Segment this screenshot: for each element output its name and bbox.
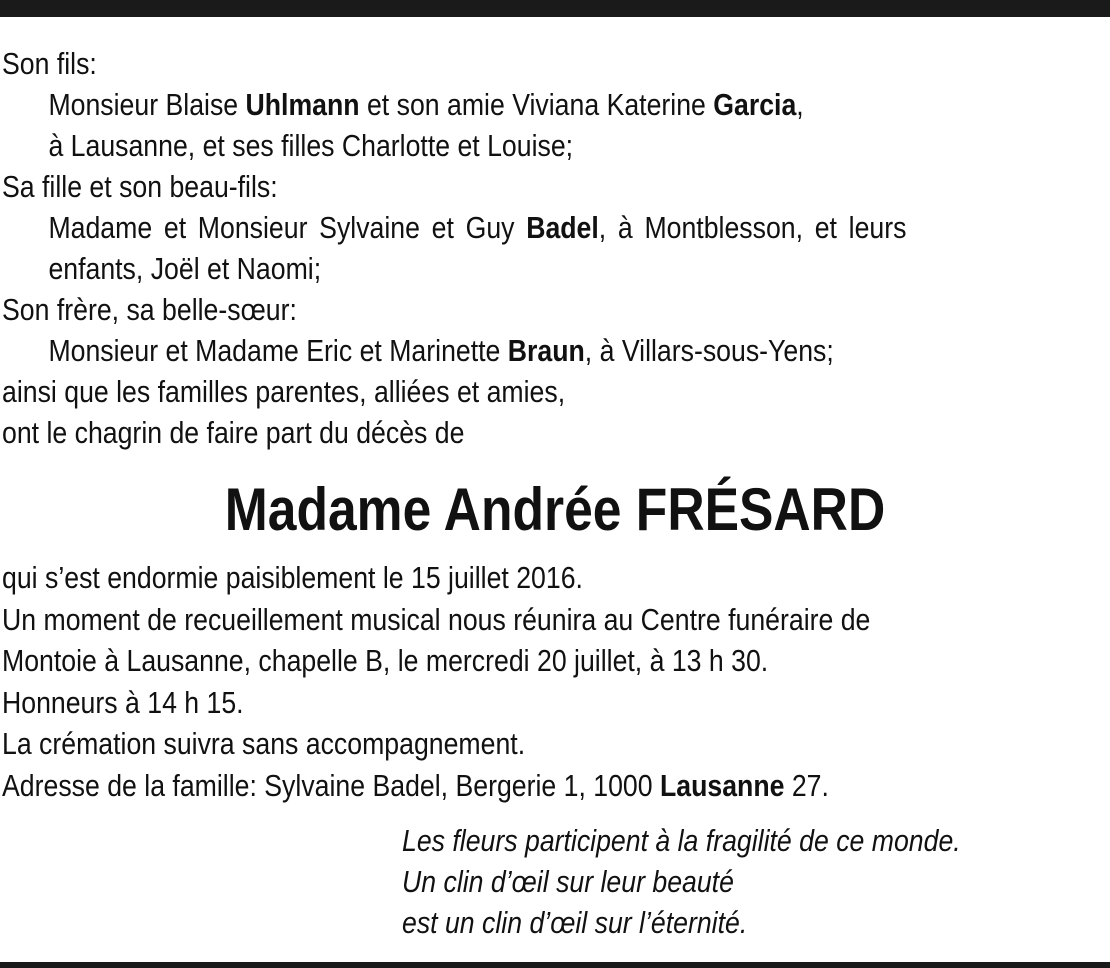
text: Madame et Monsieur Sylvaine et Guy xyxy=(48,210,527,245)
family-list xyxy=(2,43,1102,453)
address-line xyxy=(2,765,1102,807)
text: Adresse de la famille: Sylvaine Badel, Bergerie 1, 1000 xyxy=(2,767,660,803)
text: , xyxy=(796,87,804,122)
poem-line-1: Les fleurs participent à la fragilité de ce monde. xyxy=(402,823,961,858)
surname-uhlmann: Uhlmann xyxy=(245,87,360,122)
closing-poem xyxy=(402,820,961,943)
text: Monsieur et Madame Eric et Marinette xyxy=(48,333,508,368)
detail-line-4: Honneurs à 14 h 15. xyxy=(2,684,244,720)
poem-line-3: est un clin d’œil sur l’éternité. xyxy=(402,905,748,940)
address-city: Lausanne xyxy=(659,767,785,803)
surname-garcia: Garcia xyxy=(713,87,797,122)
top-border-rule xyxy=(0,0,1110,17)
poem-line-2: Un clin d’œil sur leur beauté xyxy=(402,864,734,899)
text: Monsieur Blaise xyxy=(48,87,246,122)
detail-line-1: qui s’est endormie paisiblement le 15 juillet 2016. xyxy=(2,560,583,595)
daughter-heading: Sa fille et son beau-fils: xyxy=(2,169,278,204)
surname-badel: Badel xyxy=(526,210,599,245)
son-line-2: à Lausanne, et ses filles Charlotte et Louise; xyxy=(48,128,574,163)
daughter-line-2: enfants, Joël et Naomi; xyxy=(48,251,322,286)
text: , à Villars-sous-Yens; xyxy=(584,333,834,368)
ceremony-details xyxy=(2,557,1102,806)
bottom-border-rule xyxy=(0,962,1110,968)
son-heading: Son fils: xyxy=(2,46,97,81)
announce-line: ont le chagrin de faire part du décès de xyxy=(2,415,465,450)
text: 27. xyxy=(784,767,829,803)
brother-line xyxy=(2,330,1102,371)
surname-braun: Braun xyxy=(507,333,585,368)
text: , à Montblesson, et leurs xyxy=(598,210,907,245)
detail-line-5: La crémation suivra sans accompagnement. xyxy=(2,726,526,761)
brother-heading: Son frère, sa belle-sœur: xyxy=(2,292,297,327)
detail-line-2: Un moment de recueillement musical nous réunira au Centre funéraire de xyxy=(2,601,871,637)
text: et son amie Viviana Katerine xyxy=(359,87,714,122)
son-line-1 xyxy=(2,84,1102,125)
also-line: ainsi que les familles parentes, alliées et amies, xyxy=(2,374,566,409)
deceased-name: Madame Andrée FRÉSARD xyxy=(224,476,886,543)
daughter-line-1 xyxy=(2,207,1102,248)
detail-line-3: Montoie à Lausanne, chapelle B, le mercredi 20 juillet, à 13 h 30. xyxy=(2,643,769,678)
